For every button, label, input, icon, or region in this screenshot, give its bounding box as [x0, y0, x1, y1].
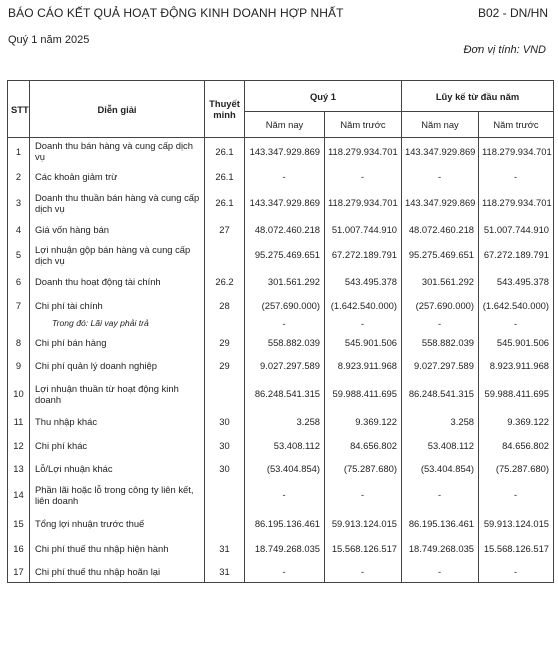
row-ytd-last-year: 543.495.378 [479, 269, 554, 295]
row-description: Lợi nhuận thuần từ hoạt động kinh doanh [30, 378, 205, 410]
row-quarter-last-year: 9.369.122 [325, 410, 402, 434]
row-note: 31 [205, 537, 245, 561]
row-ytd-this-year: - [402, 165, 479, 188]
row-ytd-this-year: (257.690.000) [402, 295, 479, 317]
row-note: 26.1 [205, 138, 245, 165]
row-description: Các khoản giảm trừ [30, 165, 205, 188]
row-quarter-last-year: 543.495.378 [325, 269, 402, 295]
header-note: Thuyết minh [205, 81, 245, 138]
row-ytd-last-year: (75.287.680) [479, 458, 554, 479]
row-stt: 4 [8, 218, 30, 241]
report-period: Quý 1 năm 2025 [8, 34, 90, 46]
table-row [8, 188, 554, 218]
row-quarter-this-year: 9.027.297.589 [245, 354, 325, 378]
row-ytd-last-year: 59.988.411.695 [479, 378, 554, 410]
table-row [8, 410, 554, 434]
form-code: B02 - DN/HN [477, 6, 548, 20]
table-row [8, 331, 554, 354]
row-note: 29 [205, 354, 245, 378]
row-quarter-this-year: 3.258 [245, 410, 325, 434]
table-row [8, 561, 554, 583]
row-quarter-this-year: - [245, 479, 325, 511]
table-row [8, 218, 554, 241]
report-title: BÁO CÁO KẾT QUẢ HOẠT ĐỘNG KINH DOANH HỢP NHẤT [8, 6, 344, 20]
row-note [205, 511, 245, 537]
row-note: 26.1 [205, 188, 245, 218]
row-ytd-last-year: 59.913.124.015 [479, 511, 554, 537]
table-row [8, 434, 554, 458]
row-ytd-last-year: 9.369.122 [479, 410, 554, 434]
row-note: 30 [205, 434, 245, 458]
row-description: Chi phí thuế thu nhập hiện hành [30, 537, 205, 561]
table-row [8, 354, 554, 378]
row-quarter-last-year: - [325, 165, 402, 188]
row-quarter-this-year: 18.749.268.035 [245, 537, 325, 561]
table-row [8, 138, 554, 165]
row-ytd-last-year: 84.656.802 [479, 434, 554, 458]
table-body [8, 138, 554, 583]
row-ytd-this-year: 301.561.292 [402, 269, 479, 295]
row-ytd-last-year: 8.923.911.968 [479, 354, 554, 378]
row-description: Tổng lợi nhuận trước thuế [30, 511, 205, 537]
row-ytd-last-year: - [479, 561, 554, 583]
header-quarter: Quý 1 [245, 81, 402, 112]
row-quarter-this-year: 95.275.469.651 [245, 241, 325, 269]
row-ytd-last-year: 118.279.934.701 [479, 188, 554, 218]
row-description: Chi phí thuế thu nhập hoãn lại [30, 561, 205, 583]
row-sub-description: Trong đó: Lãi vay phải trả [30, 317, 205, 331]
row-stt: 7 [8, 295, 30, 317]
row-quarter-last-year: - [325, 561, 402, 583]
row-description: Phần lãi hoặc lỗ trong công ty liên kết, liên doanh [30, 479, 205, 511]
row-stt: 16 [8, 537, 30, 561]
row-ytd-last-year: 118.279.934.701 [479, 138, 554, 165]
row-ytd-last-year: 67.272.189.791 [479, 241, 554, 269]
row-description: Doanh thu hoạt động tài chính [30, 269, 205, 295]
row-ytd-last-year: 545.901.506 [479, 331, 554, 354]
row-note [205, 241, 245, 269]
table-row [8, 458, 554, 479]
table-row [8, 241, 554, 269]
row-description: Doanh thu thuần bán hàng và cung cấp dịch vụ [30, 188, 205, 218]
row-ytd-this-year: 9.027.297.589 [402, 354, 479, 378]
header-ytd: Lũy kế từ đầu năm [402, 81, 554, 112]
table-row [8, 317, 554, 331]
row-quarter-this-year: 558.882.039 [245, 331, 325, 354]
row-quarter-this-year: - [245, 165, 325, 188]
row-quarter-last-year: (75.287.680) [325, 458, 402, 479]
row-ytd-last-year: (1.642.540.000) [479, 295, 554, 317]
row-stt: 15 [8, 511, 30, 537]
row-note: 31 [205, 561, 245, 583]
row-quarter-last-year: 118.279.934.701 [325, 188, 402, 218]
row-quarter-this-year: 48.072.460.218 [245, 218, 325, 241]
row-quarter-last-year: 51.007.744.910 [325, 218, 402, 241]
header-quarter-last-year: Năm trước [325, 112, 402, 138]
row-stt: 2 [8, 165, 30, 188]
header-ytd-this-year: Năm nay [402, 112, 479, 138]
row-note: 28 [205, 295, 245, 317]
row-quarter-last-year: 59.988.411.695 [325, 378, 402, 410]
row-description: Giá vốn hàng bán [30, 218, 205, 241]
row-quarter-last-year: 59.913.124.015 [325, 511, 402, 537]
row-ytd-this-year: 558.882.039 [402, 331, 479, 354]
row-quarter-this-year: (53.404.854) [245, 458, 325, 479]
row-stt: 12 [8, 434, 30, 458]
table-row [8, 511, 554, 537]
row-note: 30 [205, 458, 245, 479]
row-quarter-this-year: - [245, 561, 325, 583]
row-stt: 17 [8, 561, 30, 583]
table-row [8, 165, 554, 188]
header-quarter-this-year: Năm nay [245, 112, 325, 138]
row-ytd-this-year: 3.258 [402, 410, 479, 434]
row-note [205, 479, 245, 511]
row-description: Chi phí khác [30, 434, 205, 458]
row-quarter-last-year: 8.923.911.968 [325, 354, 402, 378]
row-stt [8, 317, 30, 331]
row-quarter-this-year: 143.347.929.869 [245, 188, 325, 218]
row-quarter-last-year: 15.568.126.517 [325, 537, 402, 561]
row-ytd-this-year: - [402, 317, 479, 331]
currency-unit: Đơn vị tính: VND [463, 44, 546, 56]
row-quarter-this-year: 86.248.541.315 [245, 378, 325, 410]
row-stt: 6 [8, 269, 30, 295]
row-ytd-this-year: 86.248.541.315 [402, 378, 479, 410]
row-ytd-this-year: 86.195.136.461 [402, 511, 479, 537]
header-ytd-last-year: Năm trước [479, 112, 554, 138]
row-ytd-this-year: 95.275.469.651 [402, 241, 479, 269]
row-quarter-this-year: 301.561.292 [245, 269, 325, 295]
row-description: Chi phí quản lý doanh nghiệp [30, 354, 205, 378]
row-quarter-last-year: 67.272.189.791 [325, 241, 402, 269]
row-ytd-last-year: - [479, 165, 554, 188]
row-note: 29 [205, 331, 245, 354]
row-quarter-last-year: 84.656.802 [325, 434, 402, 458]
row-quarter-last-year: - [325, 317, 402, 331]
table-row [8, 378, 554, 410]
row-stt: 11 [8, 410, 30, 434]
row-quarter-this-year: 143.347.929.869 [245, 138, 325, 165]
row-description: Lợi nhuận gộp bán hàng và cung cấp dịch vụ [30, 241, 205, 269]
table-row [8, 537, 554, 561]
row-description: Lỗ/Lợi nhuận khác [30, 458, 205, 479]
row-stt: 3 [8, 188, 30, 218]
row-ytd-this-year: 48.072.460.218 [402, 218, 479, 241]
row-stt: 13 [8, 458, 30, 479]
row-quarter-this-year: 53.408.112 [245, 434, 325, 458]
row-ytd-this-year: - [402, 561, 479, 583]
row-stt: 10 [8, 378, 30, 410]
row-ytd-last-year: 51.007.744.910 [479, 218, 554, 241]
table-row [8, 295, 554, 317]
row-ytd-this-year: - [402, 479, 479, 511]
row-quarter-this-year: 86.195.136.461 [245, 511, 325, 537]
row-note [205, 378, 245, 410]
row-note: 26.2 [205, 269, 245, 295]
row-note: 27 [205, 218, 245, 241]
row-description: Chi phí bán hàng [30, 331, 205, 354]
table-row [8, 479, 554, 511]
row-ytd-this-year: 143.347.929.869 [402, 138, 479, 165]
row-ytd-this-year: 18.749.268.035 [402, 537, 479, 561]
row-quarter-last-year: 118.279.934.701 [325, 138, 402, 165]
row-description: Thu nhập khác [30, 410, 205, 434]
row-ytd-last-year: - [479, 317, 554, 331]
row-quarter-last-year: (1.642.540.000) [325, 295, 402, 317]
row-stt: 5 [8, 241, 30, 269]
row-quarter-this-year: - [245, 317, 325, 331]
row-stt: 1 [8, 138, 30, 165]
table-row [8, 269, 554, 295]
row-ytd-last-year: - [479, 479, 554, 511]
row-description: Doanh thu bán hàng và cung cấp dịch vụ [30, 138, 205, 165]
row-quarter-this-year: (257.690.000) [245, 295, 325, 317]
row-ytd-this-year: 53.408.112 [402, 434, 479, 458]
row-stt: 14 [8, 479, 30, 511]
row-quarter-last-year: 545.901.506 [325, 331, 402, 354]
row-stt: 9 [8, 354, 30, 378]
row-stt: 8 [8, 331, 30, 354]
row-note: 26.1 [205, 165, 245, 188]
header-stt: STT [8, 81, 30, 138]
row-ytd-this-year: (53.404.854) [402, 458, 479, 479]
row-description: Chi phí tài chính [30, 295, 205, 317]
row-note: 30 [205, 410, 245, 434]
row-note [205, 317, 245, 331]
header-description: Diễn giải [30, 81, 205, 138]
income-statement-table [7, 80, 554, 583]
row-ytd-this-year: 143.347.929.869 [402, 188, 479, 218]
row-quarter-last-year: - [325, 479, 402, 511]
row-ytd-last-year: 15.568.126.517 [479, 537, 554, 561]
